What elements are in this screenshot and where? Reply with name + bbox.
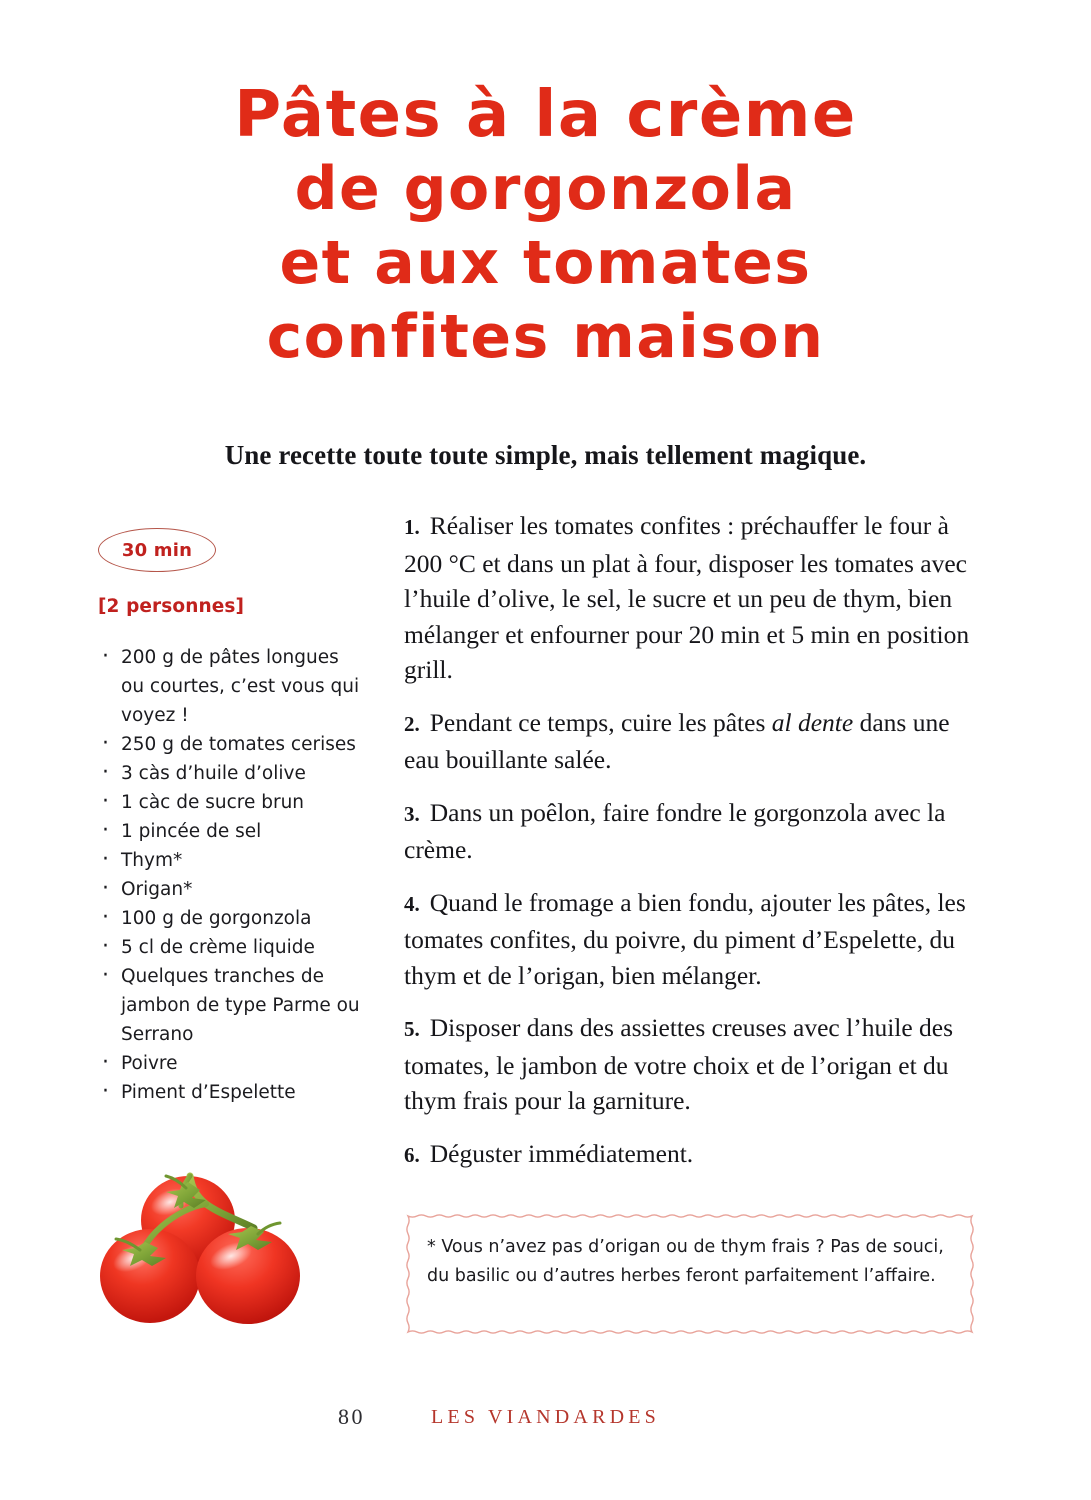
instruction-step: 3. Dans un poêlon, faire fondre le gorgonzola avec la crème. (404, 797, 946, 864)
page-footer (0, 1404, 1091, 1434)
step-number: 5. (404, 1017, 420, 1041)
title-line-1: Pâtes à la crème (234, 78, 857, 152)
instructions-list (404, 508, 976, 1173)
servings-label: [2 personnes] (98, 596, 245, 617)
ingredient-item: · 3 càs d’huile d’olive (98, 759, 360, 788)
recipe-subtitle: Une recette toute toute simple, mais tellement magique. (224, 440, 867, 470)
tip-note-text: * Vous n’avez pas d’origan ou de thym frais ? Pas de souci, du basilic ou d’autres herbes feront parfaitement l’affaire. (427, 1237, 944, 1286)
ingredient-item: · Thym* (98, 846, 360, 875)
step-number: 6. (404, 1142, 420, 1167)
step-emphasis: al dente (771, 707, 854, 737)
instruction-step: 5. Disposer dans des assiettes creuses avec l’huile des tomates, le jambon de votre choix et de l’origan et du thym frais pour la garniture. (404, 1013, 954, 1115)
step-number: 2. (404, 711, 420, 736)
step-number: 4. (404, 891, 420, 916)
page-number: 80 (338, 1404, 365, 1429)
recipe-sidebar (98, 528, 360, 1107)
ingredients-list (98, 643, 360, 1107)
title-line-3: et aux tomates (279, 228, 812, 298)
tip-note-box (405, 1213, 975, 1335)
cook-time-label: 30 min (121, 539, 193, 561)
step-number: 3. (404, 801, 420, 826)
ingredient-item: · Origan* (98, 875, 360, 904)
instruction-step: 6. Déguster immédiatement. (404, 1138, 694, 1168)
step-number: 1. (404, 515, 420, 539)
title-line-2: de gorgonzola (294, 154, 797, 224)
ingredient-item: · 250 g de tomates cerises (98, 730, 360, 759)
instruction-step: 4. Quand le fromage a bien fondu, ajouter les pâtes, les tomates confites, du poivre, du piment d’Espelette, du thym et de l’origan, bien mélanger. (404, 887, 966, 990)
ingredient-item: · Piment d’Espelette (98, 1078, 360, 1107)
ingredient-item: · 5 cl de crème liquide (98, 933, 360, 962)
ingredient-item: · 1 pincée de sel (98, 817, 360, 846)
three-vine-tomatoes-image (88, 1148, 338, 1348)
instruction-step: 1. Réaliser les tomates confites : préchauffer le four à 200 °C et dans un plat à four, disposer les tomates avec l’huile d’olive, le sel, le sucre et un peu de thym, bien mélanger et enfourner pour 20 min et 5 min en position grill. (404, 511, 970, 684)
ingredient-item: · Quelques tranches de jambon de type Parme ou Serrano (98, 962, 360, 1049)
ingredient-item: · 200 g de pâtes longues ou courtes, c’est vous qui voyez ! (98, 643, 360, 730)
ingredient-item: · 1 càc de sucre brun (98, 788, 360, 817)
ingredient-item: · 100 g de gorgonzola (98, 904, 360, 933)
cook-time-badge (98, 528, 216, 572)
recipe-title (0, 78, 1091, 374)
instruction-step: 2. Pendant ce temps, cuire les pâtes al dente dans une eau bouillante salée. (404, 707, 950, 774)
title-line-4: confites maison (266, 302, 825, 372)
book-title: LES VIANDARDES (431, 1406, 660, 1428)
ingredient-item: · Poivre (98, 1049, 360, 1078)
